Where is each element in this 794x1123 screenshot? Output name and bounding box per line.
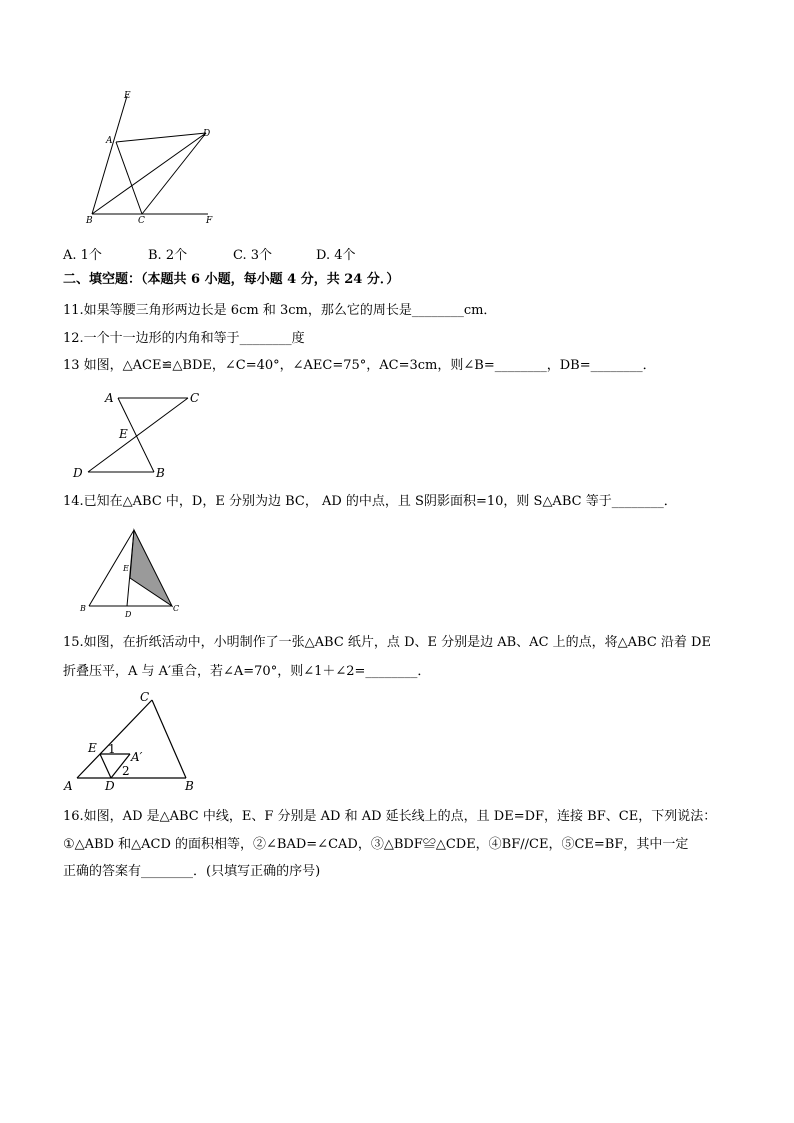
label-A-prime: A′ (131, 750, 143, 764)
question-12: 12.一个十一边形的内角和等于________度 (63, 331, 305, 346)
label-E: E (123, 564, 129, 573)
label-B: B (156, 466, 165, 480)
line-BE (92, 96, 127, 214)
label-E: E (124, 91, 131, 101)
question-16-line-2: ①△ABD 和△ACD 的面积相等，②∠BAD=∠CAD，③△BDF≌△CDE，④BF//CE，⑤CE=BF，其中一定 (63, 837, 689, 852)
label-B: B (185, 779, 194, 793)
question-16-line-3: 正确的答案有________．(只填写正确的序号) (63, 864, 321, 879)
figure-q14 (75, 525, 185, 619)
question-14: 14.已知在△ABC 中，D，E 分别为边 BC， AD 的中点，且 S阴影面积=10，则 S△ABC 等于________． (63, 494, 677, 509)
line-CD (142, 133, 206, 214)
label-angle-1: 1 (108, 742, 116, 756)
q10-option-c: C. 3个 (233, 248, 273, 263)
line-AD (116, 133, 206, 142)
question-11: 11.如果等腰三角形两边长是 6cm 和 3cm，那么它的周长是________cm． (63, 303, 497, 318)
question-13: 13 如图，△ACE≌△BDE，∠C=40°，∠AEC=75°，AC=3cm，则∠B=________，DB=________． (63, 358, 656, 373)
line-AC (116, 142, 142, 214)
label-D: D (73, 466, 83, 480)
label-C: C (190, 391, 200, 405)
label-C: C (173, 604, 180, 613)
label-C: C (140, 690, 150, 704)
label-A: A (64, 779, 73, 793)
question-16-line-1: 16.如图，AD 是△ABC 中线，E、F 分别是 AD 和 AD 延长线上的点，且 DE=DF，连接 BF、CE，下列说法： (63, 809, 717, 824)
label-A: A (105, 391, 114, 405)
q10-option-b: B. 2个 (148, 248, 188, 263)
label-D: D (105, 779, 115, 793)
line-CB (152, 700, 186, 778)
figure-q10 (80, 88, 230, 228)
shaded-region (130, 530, 172, 606)
q10-option-d: D. 4个 (316, 248, 356, 263)
line-ED (100, 754, 111, 778)
question-15-line-2: 折叠压平，A 与 A′重合，若∠A=70°，则∠1＋∠2=________． (63, 664, 431, 679)
label-F: F (206, 216, 213, 226)
section-2-heading: 二、填空题：（本题共 6 小题，每小题 4 分，共 24 分．） (63, 272, 400, 287)
figure-q13 (70, 390, 210, 480)
label-D: D (125, 610, 132, 619)
label-A: A (106, 136, 113, 146)
label-B: B (86, 216, 93, 226)
label-D: D (203, 129, 211, 139)
label-E: E (88, 741, 97, 755)
label-C: C (138, 216, 145, 226)
line-AC (77, 700, 152, 778)
label-angle-2: 2 (122, 764, 130, 778)
label-B: B (80, 604, 86, 613)
label-E: E (119, 427, 128, 441)
q10-option-a: A. 1个 (63, 248, 102, 263)
line-DC (88, 398, 188, 472)
question-15-line-1: 15.如图，在折纸活动中，小明制作了一张△ABC 纸片，点 D、E 分别是边 AB、AC 上的点，将△ABC 沿着 DE (63, 635, 711, 650)
figure-q15 (60, 690, 210, 795)
